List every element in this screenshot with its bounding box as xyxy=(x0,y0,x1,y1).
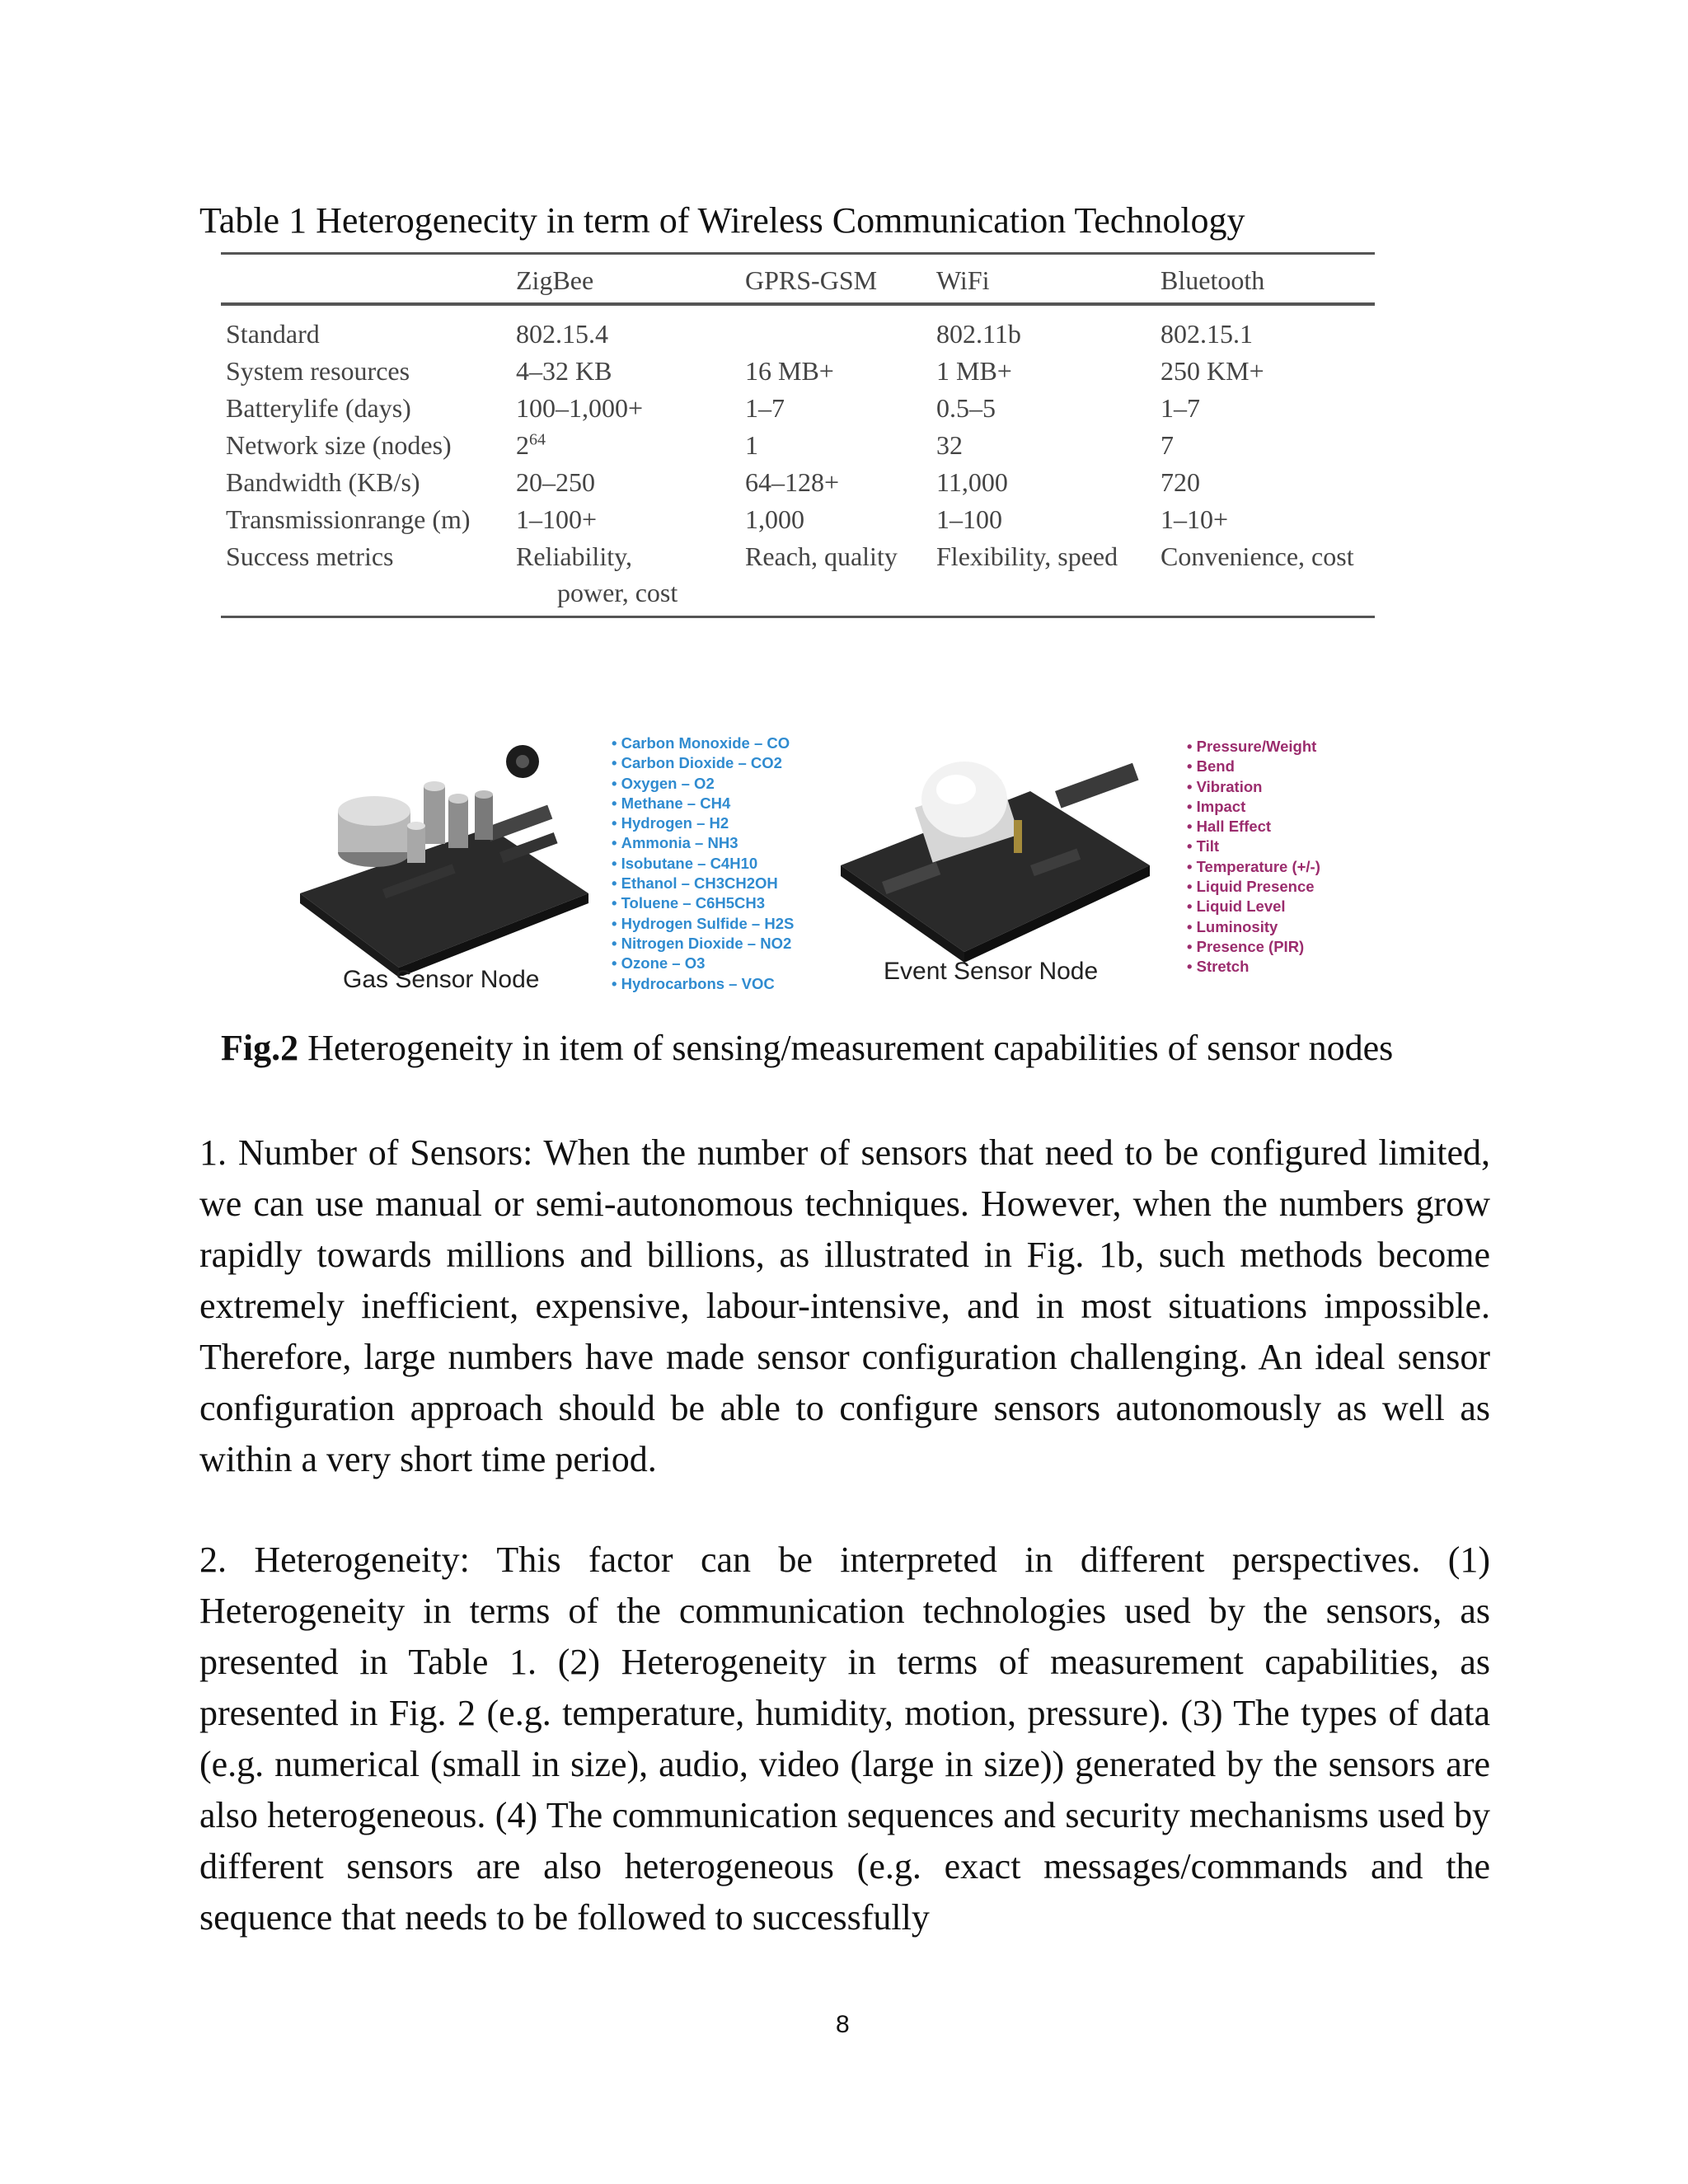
table-cell: 7 xyxy=(1160,430,1174,460)
sensor-nodes-figure xyxy=(272,725,1368,1005)
row-label: Standard xyxy=(226,319,320,349)
table-row xyxy=(221,538,1375,617)
gas-sensor-node-label: Gas Sensor Node xyxy=(343,966,540,993)
table-cell: 64–128+ xyxy=(745,467,840,497)
row-label: Bandwidth (KB/s) xyxy=(226,467,420,497)
figure-caption-text: Heterogeneity in item of sensing/measurement capabilities of sensor nodes xyxy=(298,1028,1394,1068)
figure-label: Fig.2 xyxy=(221,1028,299,1068)
table-row xyxy=(221,353,1375,390)
list-item: • Nitrogen Dioxide – NO2 xyxy=(612,934,794,954)
wireless-technology-table xyxy=(221,252,1375,618)
table-row xyxy=(221,304,1375,353)
table-row xyxy=(221,464,1375,501)
table-row xyxy=(221,390,1375,427)
table-cell: 1–10+ xyxy=(1160,504,1229,534)
table-row xyxy=(221,427,1375,464)
cell-line: power, cost xyxy=(557,578,678,607)
table-cell xyxy=(511,538,740,617)
list-item: • Vibration xyxy=(1187,777,1320,797)
table-cell: 1–7 xyxy=(1160,393,1200,423)
row-label: System resources xyxy=(226,356,410,386)
table-caption: Table 1 Heterogenecity in term of Wireless Communication Technology xyxy=(199,200,1245,241)
table-cell: 1–7 xyxy=(745,393,785,423)
header-cell xyxy=(221,254,511,305)
table-cell: 802.15.1 xyxy=(1160,319,1253,349)
list-item: • Ethanol – CH3CH2OH xyxy=(612,874,794,893)
table-cell: 802.15.4 xyxy=(516,319,608,349)
list-item: • Toluene – C6H5CH3 xyxy=(612,893,794,913)
event-sensor-board-image xyxy=(832,742,1154,964)
header-cell: GPRS-GSM xyxy=(740,254,931,305)
event-sensor-node-label: Event Sensor Node xyxy=(884,958,1099,985)
list-item: • Pressure/Weight xyxy=(1187,737,1320,757)
table-row xyxy=(221,501,1375,538)
table-cell: Convenience, cost xyxy=(1156,538,1375,617)
list-item: • Carbon Monoxide – CO xyxy=(612,733,794,753)
list-item: • Bend xyxy=(1187,757,1320,776)
table-cell: 16 MB+ xyxy=(745,356,834,386)
list-item: • Presence (PIR) xyxy=(1187,937,1320,957)
list-item: • Carbon Dioxide – CO2 xyxy=(612,753,794,773)
table-cell: 0.5–5 xyxy=(936,393,996,423)
table-cell xyxy=(511,427,740,464)
header-cell: ZigBee xyxy=(511,254,740,305)
list-item: • Ammonia – NH3 xyxy=(612,833,794,853)
row-label: Success metrics xyxy=(221,538,511,617)
table-cell: 250 KM+ xyxy=(1160,356,1264,386)
page-number: 8 xyxy=(836,2011,850,2038)
table-cell: Flexibility, speed xyxy=(931,538,1156,617)
event-sensor-list xyxy=(1187,737,1320,977)
table-cell: 1–100 xyxy=(936,504,1002,534)
table-cell xyxy=(740,304,931,353)
list-item: • Liquid Level xyxy=(1187,897,1320,916)
table-cell: 802.11b xyxy=(936,319,1021,349)
table-cell: 20–250 xyxy=(516,467,595,497)
list-item: • Hydrogen – H2 xyxy=(612,813,794,833)
table-cell: Reach, quality xyxy=(740,538,931,617)
table-cell: 1 MB+ xyxy=(936,356,1012,386)
list-item: • Liquid Presence xyxy=(1187,877,1320,897)
header-cell: WiFi xyxy=(931,254,1156,305)
table-cell: 11,000 xyxy=(936,467,1008,497)
row-label: Transmissionrange (m) xyxy=(226,504,471,534)
list-item: • Hydrocarbons – VOC xyxy=(612,974,794,994)
list-item: • Oxygen – O2 xyxy=(612,774,794,794)
table-cell: 1,000 xyxy=(745,504,804,534)
table-cell: 1 xyxy=(745,430,758,460)
list-item: • Impact xyxy=(1187,797,1320,817)
cell-line: Reliability, xyxy=(516,541,633,571)
figure-caption xyxy=(221,1025,1393,1071)
header-cell: Bluetooth xyxy=(1156,254,1375,305)
gas-sensor-board-image xyxy=(284,729,597,976)
gas-sensor-list xyxy=(612,733,794,994)
list-item: • Isobutane – C4H10 xyxy=(612,854,794,874)
list-item: • Hydrogen Sulfide – H2S xyxy=(612,914,794,934)
power-exponent: 64 xyxy=(529,430,546,449)
table-cell: 4–32 KB xyxy=(516,356,612,386)
table-cell: 720 xyxy=(1160,467,1200,497)
power-base: 2 xyxy=(516,430,529,460)
list-item: • Temperature (+/-) xyxy=(1187,857,1320,877)
row-label: Batterylife (days) xyxy=(226,393,411,423)
paragraph-number-of-sensors: 1. Number of Sensors: When the number of sensors that need to be configured limited, we can use manual or semi-autonomous techniques. However, when the numbers grow rapidly towards millions and billions, as illustrated in Fig. 1b, such methods become extremely inefficient, expensive, labour-intensive, and in most situations impossible. Therefore, large numbers have made sensor configuration challenging. An ideal sensor configuration approach should be able to configure sensors autonomously as well as within a very short time period. xyxy=(199,1132,1490,1479)
paragraph-heterogeneity: 2. Heterogeneity: This factor can be interpreted in different perspectives. (1) Heterogeneity in terms of the communication technologies used by the sensors, as presented in Table 1. (2) Heterogeneity in terms of measurement capabilities, as presented in Fig. 2 (e.g. temperature, humidity, motion, pressure). (3) The types of data (e.g. numerical (small in size), audio, video (large in size)) generated by the sensors are also heterogeneous. (4) The communication sequences and security mechanisms used by different sensors are also heterogeneous (e.g. exact messages/commands and the sequence that needs to be followed to successfully xyxy=(199,1540,1490,1938)
table-cell: 32 xyxy=(936,430,963,460)
table-cell: 1–100+ xyxy=(516,504,598,534)
table-header-row xyxy=(221,254,1375,305)
list-item: • Luminosity xyxy=(1187,917,1320,937)
list-item: • Stretch xyxy=(1187,957,1320,977)
list-item: • Methane – CH4 xyxy=(612,794,794,813)
list-item: • Tilt xyxy=(1187,837,1320,856)
list-item: • Hall Effect xyxy=(1187,817,1320,837)
table-cell: 100–1,000+ xyxy=(516,393,644,423)
row-label: Network size (nodes) xyxy=(226,430,452,460)
list-item: • Ozone – O3 xyxy=(612,954,794,973)
